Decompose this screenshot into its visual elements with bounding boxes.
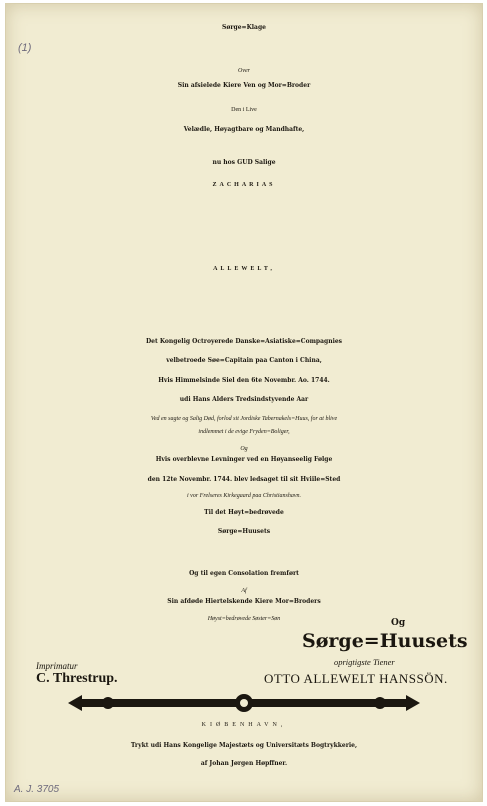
archive-mark-top: (1): [18, 42, 32, 54]
line-nephew: Høyst=bedrøvede Søster=Søn: [207, 616, 281, 622]
line-burial-date: den 12te Novembr. 1744. blev ledsaget til sit Hviile=Sted: [147, 476, 341, 483]
name-first: ZACHARIAS: [212, 182, 276, 188]
author-name: OTTO ALLEWELT HANSSÖN.: [264, 671, 448, 686]
line-company: Det Kongelig Octroyerede Danske=Asiatiske=Compagnies: [145, 338, 343, 345]
servant-line: oprigtigste Tiener: [334, 657, 395, 667]
imprint-city: KIØBENHAVN,: [201, 722, 287, 728]
imprimatur-name: C. Threstrup.: [36, 671, 118, 686]
ornament-divider: [68, 692, 420, 714]
house-title-small: Sørge=Huusets: [302, 630, 468, 652]
imprint-name: af Johan Jørgen Høpffner.: [200, 760, 288, 767]
house-title: Sørge=Huusets: [217, 528, 271, 535]
line-honorifics: Velædle, Høyagtbare og Mandhafte,: [183, 126, 305, 133]
line-og-2: Og: [391, 618, 406, 628]
line-og-1: Og: [240, 446, 248, 452]
imprint-printer: Trykt udi Hans Kongelige Majestæts og Universitæts Bogtrykkerie,: [130, 742, 358, 749]
name-last: ALLEWELT,: [213, 266, 275, 272]
line-consolation: Og til egen Consolation fremført: [189, 570, 299, 577]
line-den-i-live: Den i Live: [231, 107, 257, 113]
line-death-text-2: indlemmet i de evige Fryden=Boliger,: [198, 429, 290, 435]
line-dedication: Sin afsielede Kiere Ven og Mor=Broder: [177, 82, 311, 89]
line-to-the-house: Til det Høyt=bedrøvede: [204, 509, 284, 516]
line-uncle: Sin afdøde Hiertelskende Kiere Mor=Broders: [167, 598, 321, 605]
broadside-sheet: [5, 3, 483, 802]
line-salige: nu hos GUD Salige: [212, 159, 276, 166]
line-death-text: Ved en sagte og Salig Død, forlod sit Jordiske Tabernakels=Huus, for at blive: [150, 416, 338, 422]
line-churchyard: i vor Frelseres Kirkegaard paa Christianshavn.: [187, 493, 301, 499]
title: Sørge=Klage: [222, 24, 266, 31]
line-remains: Hvis overblevne Levninger ved en Høyanseelig Følge: [155, 456, 333, 463]
line-af: Af: [241, 588, 247, 594]
imprimatur-label: Imprimatur: [36, 661, 78, 671]
line-death-date: Hvis Himmelsinde Siel den 6te Novembr. Ao. 1744.: [158, 377, 330, 384]
line-over: Over: [238, 68, 250, 74]
line-captain: velbetroede Søe=Capitain paa Canton i China,: [166, 357, 322, 364]
archive-mark-bottom: A. J. 3705: [14, 784, 60, 795]
line-age: udi Hans Alders Tredsindstyvende Aar: [179, 396, 309, 403]
